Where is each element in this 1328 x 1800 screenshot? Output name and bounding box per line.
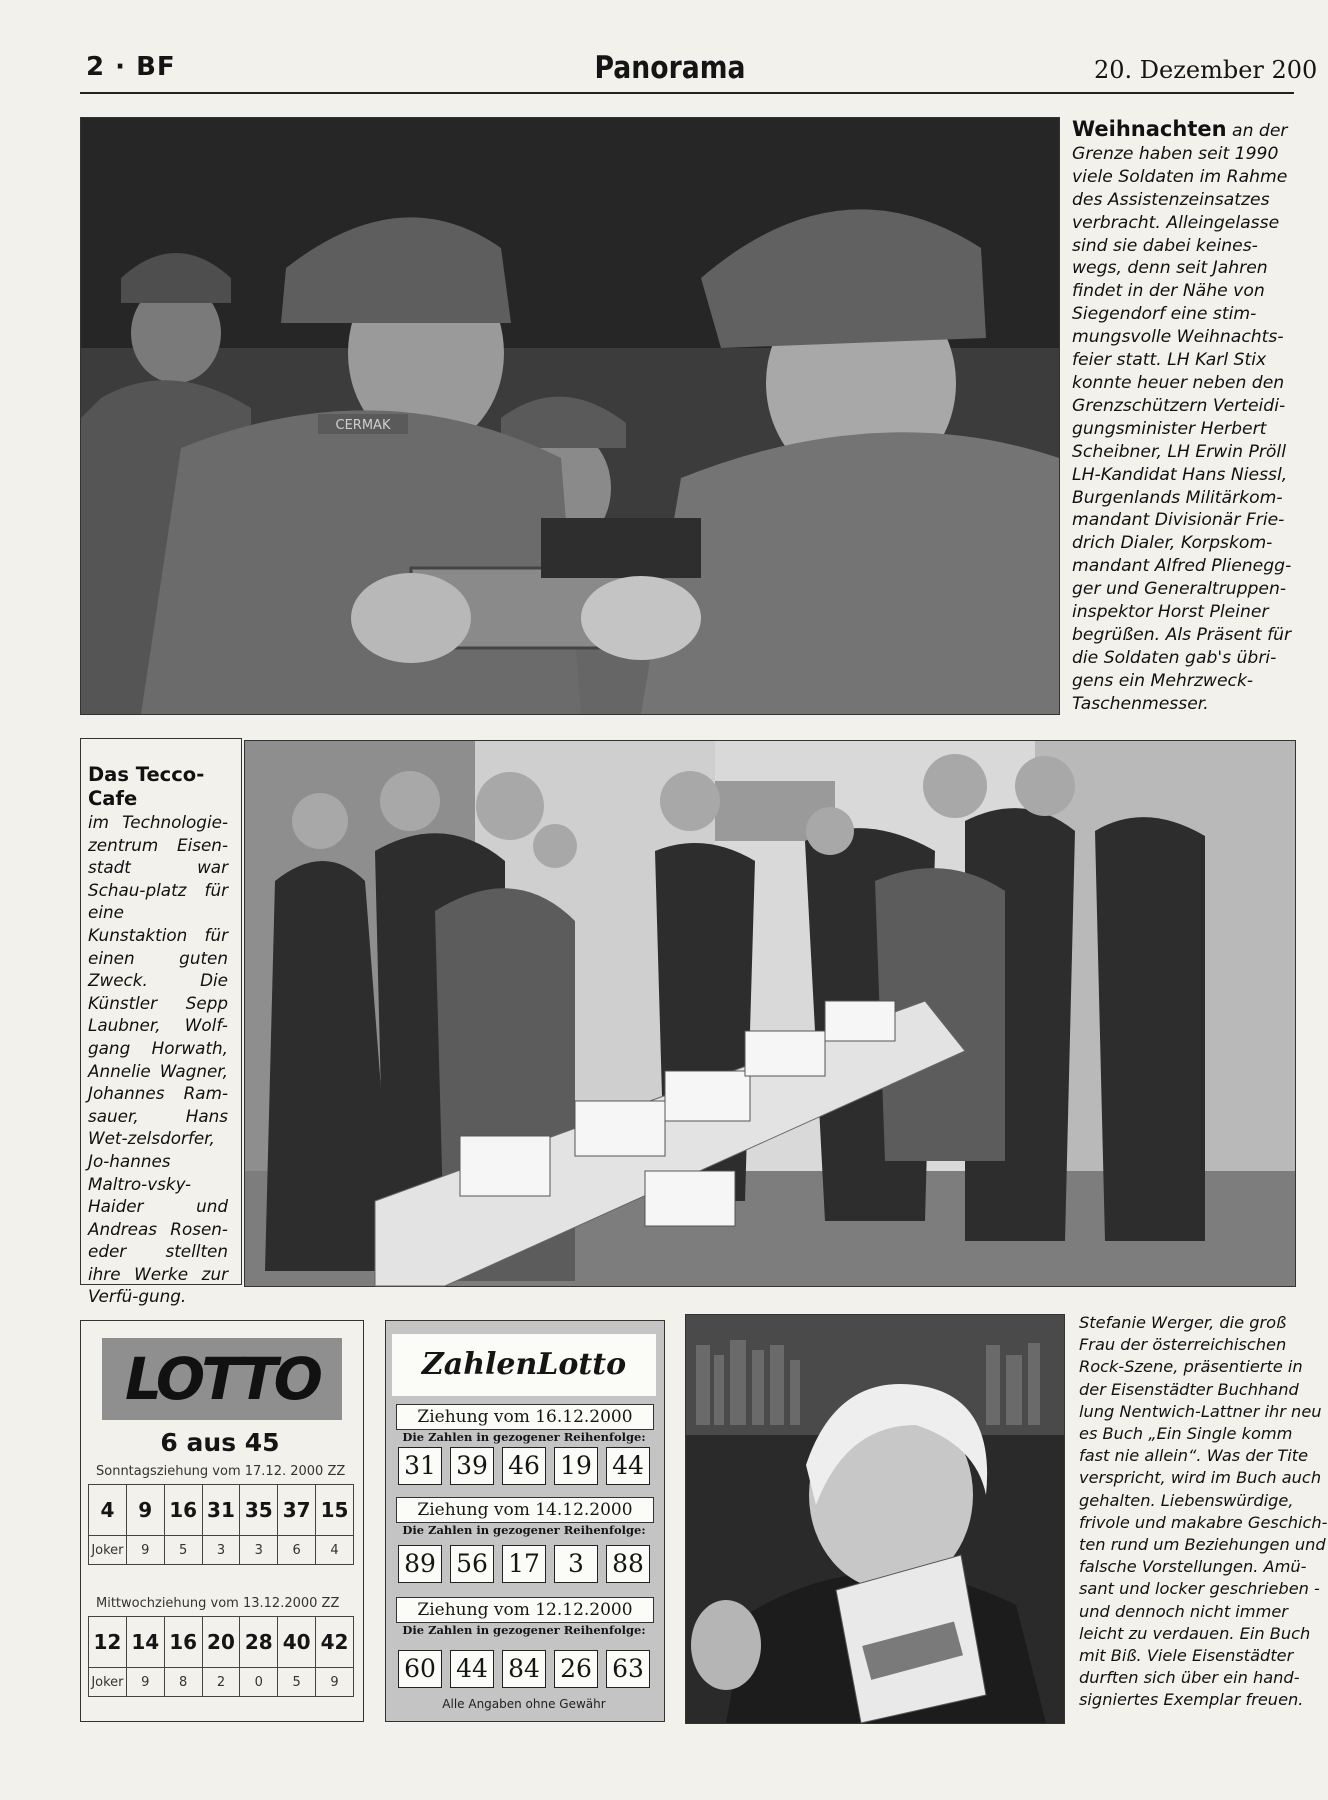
- zahlenlotto-draw-subtitle: Die Zahlen in gezogener Reihenfolge:: [402, 1430, 646, 1444]
- exhibition-photo: [244, 740, 1296, 1287]
- author-photo: [685, 1314, 1065, 1724]
- zahlenlotto-draw-subtitle: Die Zahlen in gezogener Reihenfolge:: [402, 1623, 646, 1637]
- zahlenlotto-numbers: 31 39 46 19 44: [398, 1447, 650, 1485]
- lotto-logo: LOTTO: [102, 1338, 342, 1420]
- lotto-draw-label: Mittwochziehung vom 13.12.2000 ZZ: [96, 1596, 340, 1611]
- zahlenlotto-logo: ZahlenLotto: [392, 1334, 656, 1396]
- zahlenlotto-draw-subtitle: Die Zahlen in gezogener Reihenfolge:: [402, 1523, 646, 1537]
- soldiers-caption: Weihnachten an der Grenze haben seit 1990 viele Soldaten im Rahme des Assistenzeinsatzes verbracht. Alleingelasse sind sie dabei keines- wegs, denn seit Jahren findet in der Nähe von Siegendorf eine stim- mungsvolle Weihnachts- feier statt. LH Karl Stix konnte heuer neben den Grenzschützern Verteidi- gungsminister Herbert Scheibner, LH Erwin Pröll LH-Kandidat Hans Niessl, Burgenlands Militärkom- mandant Divisionär Frie- drich Dialer, Korpskom- mandant Alfred Plienegg- ger und Generaltruppen- inspektor Horst Pleiner begrüßen. Als Präsent für die Soldaten gab's übri- gens ein Mehrzweck- Taschenmesser.: [1072, 117, 1292, 714]
- lotto-draw-table: 12 14 16 20 28 40 42 Joker 9 8 2 0 5 9: [88, 1616, 354, 1697]
- lotto-draw-table: 4 9 16 31 35 37 15 Joker 9 5 3 3 6 4: [88, 1484, 354, 1565]
- author-caption: Stefanie Werger, die groß Frau der österreichischen Rock-Szene, präsentierte in der Eisenstädter Buchhand lung Nentwich-Lattner ihr neu es Buch „Ein Single komm fast nie allein“. Was der Tite verspricht, wird im Buch auch gehalten. Liebenswürdige, frivole und makabre Geschich- ten rund um Beziehungen und falsche Vorstellungen. Amü- sant und locker geschrieben - und dennoch nicht immer leicht zu verdauen. Ein Buch mit Biß. Viele Eisenstädter durften sich über ein hand- signiertes Exemplar freuen.: [1079, 1313, 1328, 1710]
- lotto-draw-label: Sonntagsziehung vom 17.12. 2000 ZZ: [96, 1464, 346, 1479]
- tecco-caption: Das Tecco-Cafe im Technologie-zentrum Eisen-stadt war Schau-platz für eine Kunstaktion für einen guten Zweck. Die Künstler Sepp Laubner, Wolf-gang Horwath, Annelie Wagner, Johannes Ram-sauer, Hans Wet-zelsdorfer, Jo-hannes Maltro-vsky-Haider und Andreas Rosen-eder stellten ihre Werke zur Verfü-gung.: [88, 763, 228, 1307]
- soldiers-photo: [80, 117, 1060, 715]
- caption-lead: Das Tecco-Cafe: [88, 763, 205, 810]
- zahlenlotto-draw-title: Ziehung vom 16.12.2000: [396, 1404, 654, 1430]
- section-title: Panorama: [594, 50, 746, 86]
- caption-lead: Weihnachten: [1072, 117, 1227, 141]
- zahlenlotto-numbers: 60 44 84 26 63: [398, 1650, 650, 1688]
- zahlenlotto-draw-title: Ziehung vom 12.12.2000: [396, 1597, 654, 1623]
- lotto-subtitle: 6 aus 45: [160, 1428, 280, 1457]
- zahlenlotto-numbers: 89 56 17 3 88: [398, 1545, 650, 1583]
- zahlenlotto-disclaimer: Alle Angaben ohne Gewähr: [442, 1697, 606, 1711]
- issue-date: 20. Dezember 200: [1094, 56, 1318, 84]
- header-rule: [80, 92, 1294, 94]
- page-number: 2 · BF: [86, 52, 176, 82]
- zahlenlotto-draw-title: Ziehung vom 14.12.2000: [396, 1497, 654, 1523]
- svg-text:CERMAK: CERMAK: [335, 418, 391, 433]
